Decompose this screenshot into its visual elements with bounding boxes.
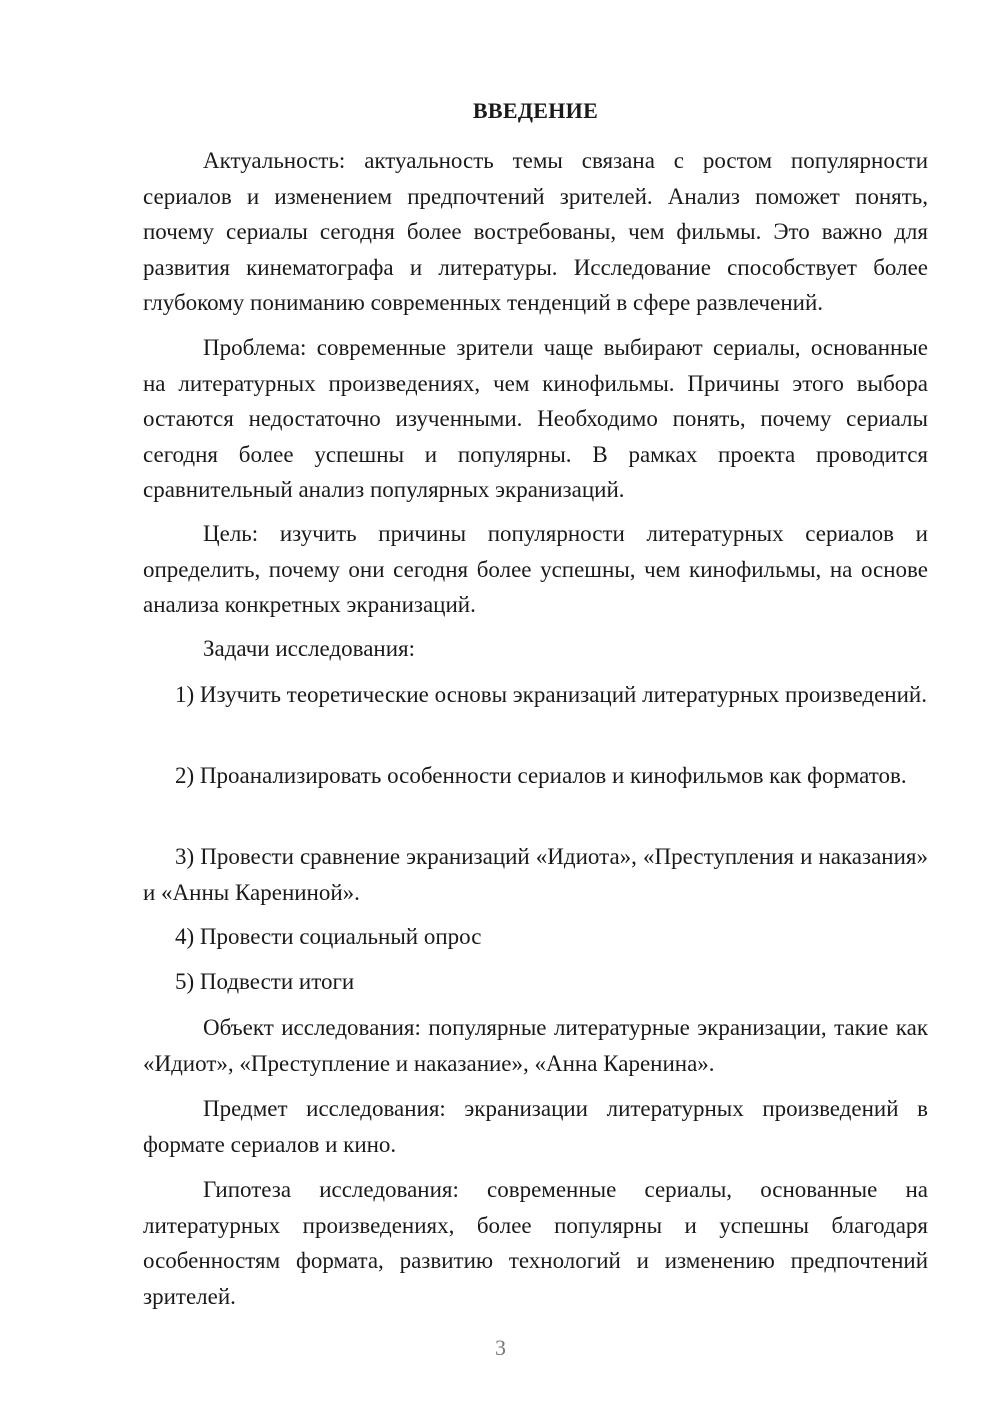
subject-paragraph: Предмет исследования: экранизации литературных произведений в формате сериалов и кино. xyxy=(143,1096,928,1157)
relevance-paragraph: Актуальность: актуальность темы связана с ростом популярности сериалов и изменением предпочтений зрителей. Анализ поможет понять, почему сериалы сегодня более востребованы, чем фильмы. Это важно для развития кинематографа и литературы. Исследование способствует более глубокому пониманию современных тенденций в сфере развлечений. xyxy=(143,148,928,315)
hypothesis-paragraph: Гипотеза исследования: современные сериалы, основанные на литературных произведениях, более популярны и успешны благодаря особенностям формата, развитию технологий и изменению предпочтений зрителей. xyxy=(143,1177,928,1309)
section-heading: ВВЕДЕНИЕ xyxy=(472,98,599,123)
task-item-4: 4) Провести социальный опрос xyxy=(175,924,482,949)
problem-paragraph: Проблема: современные зрители чаще выбирают сериалы, основанные на литературных произведениях, чем кинофильмы. Причины этого выбора остаются недостаточно изученными. Необходимо понять, почему сериалы сегодня более успешны и популярны. В рамках проекта проводится сравнительный анализ популярных экранизаций. xyxy=(143,335,928,502)
object-paragraph: Объект исследования: популярные литературные экранизации, такие как «Идиот», «Преступление и наказание», «Анна Каренина». xyxy=(143,1015,928,1076)
goal-paragraph: Цель: изучить причины популярности литературных сериалов и определить, почему они сегодня более успешны, чем кинофильмы, на основе анализа конкретных экранизаций. xyxy=(143,521,928,617)
task-item-2: 2) Проанализировать особенности сериалов и кинофильмов как форматов. xyxy=(175,763,907,788)
page-number: 3 xyxy=(495,1335,506,1360)
task-item-5: 5) Подвести итоги xyxy=(175,969,355,994)
task-item-1: 1) Изучить теоретические основы экранизаций литературных произведений. xyxy=(175,682,927,707)
tasks-title: Задачи исследования: xyxy=(203,636,416,661)
task-item-3: 3) Провести сравнение экранизаций «Идиота», «Преступления и наказания» и «Анны Карениной». xyxy=(143,844,928,905)
